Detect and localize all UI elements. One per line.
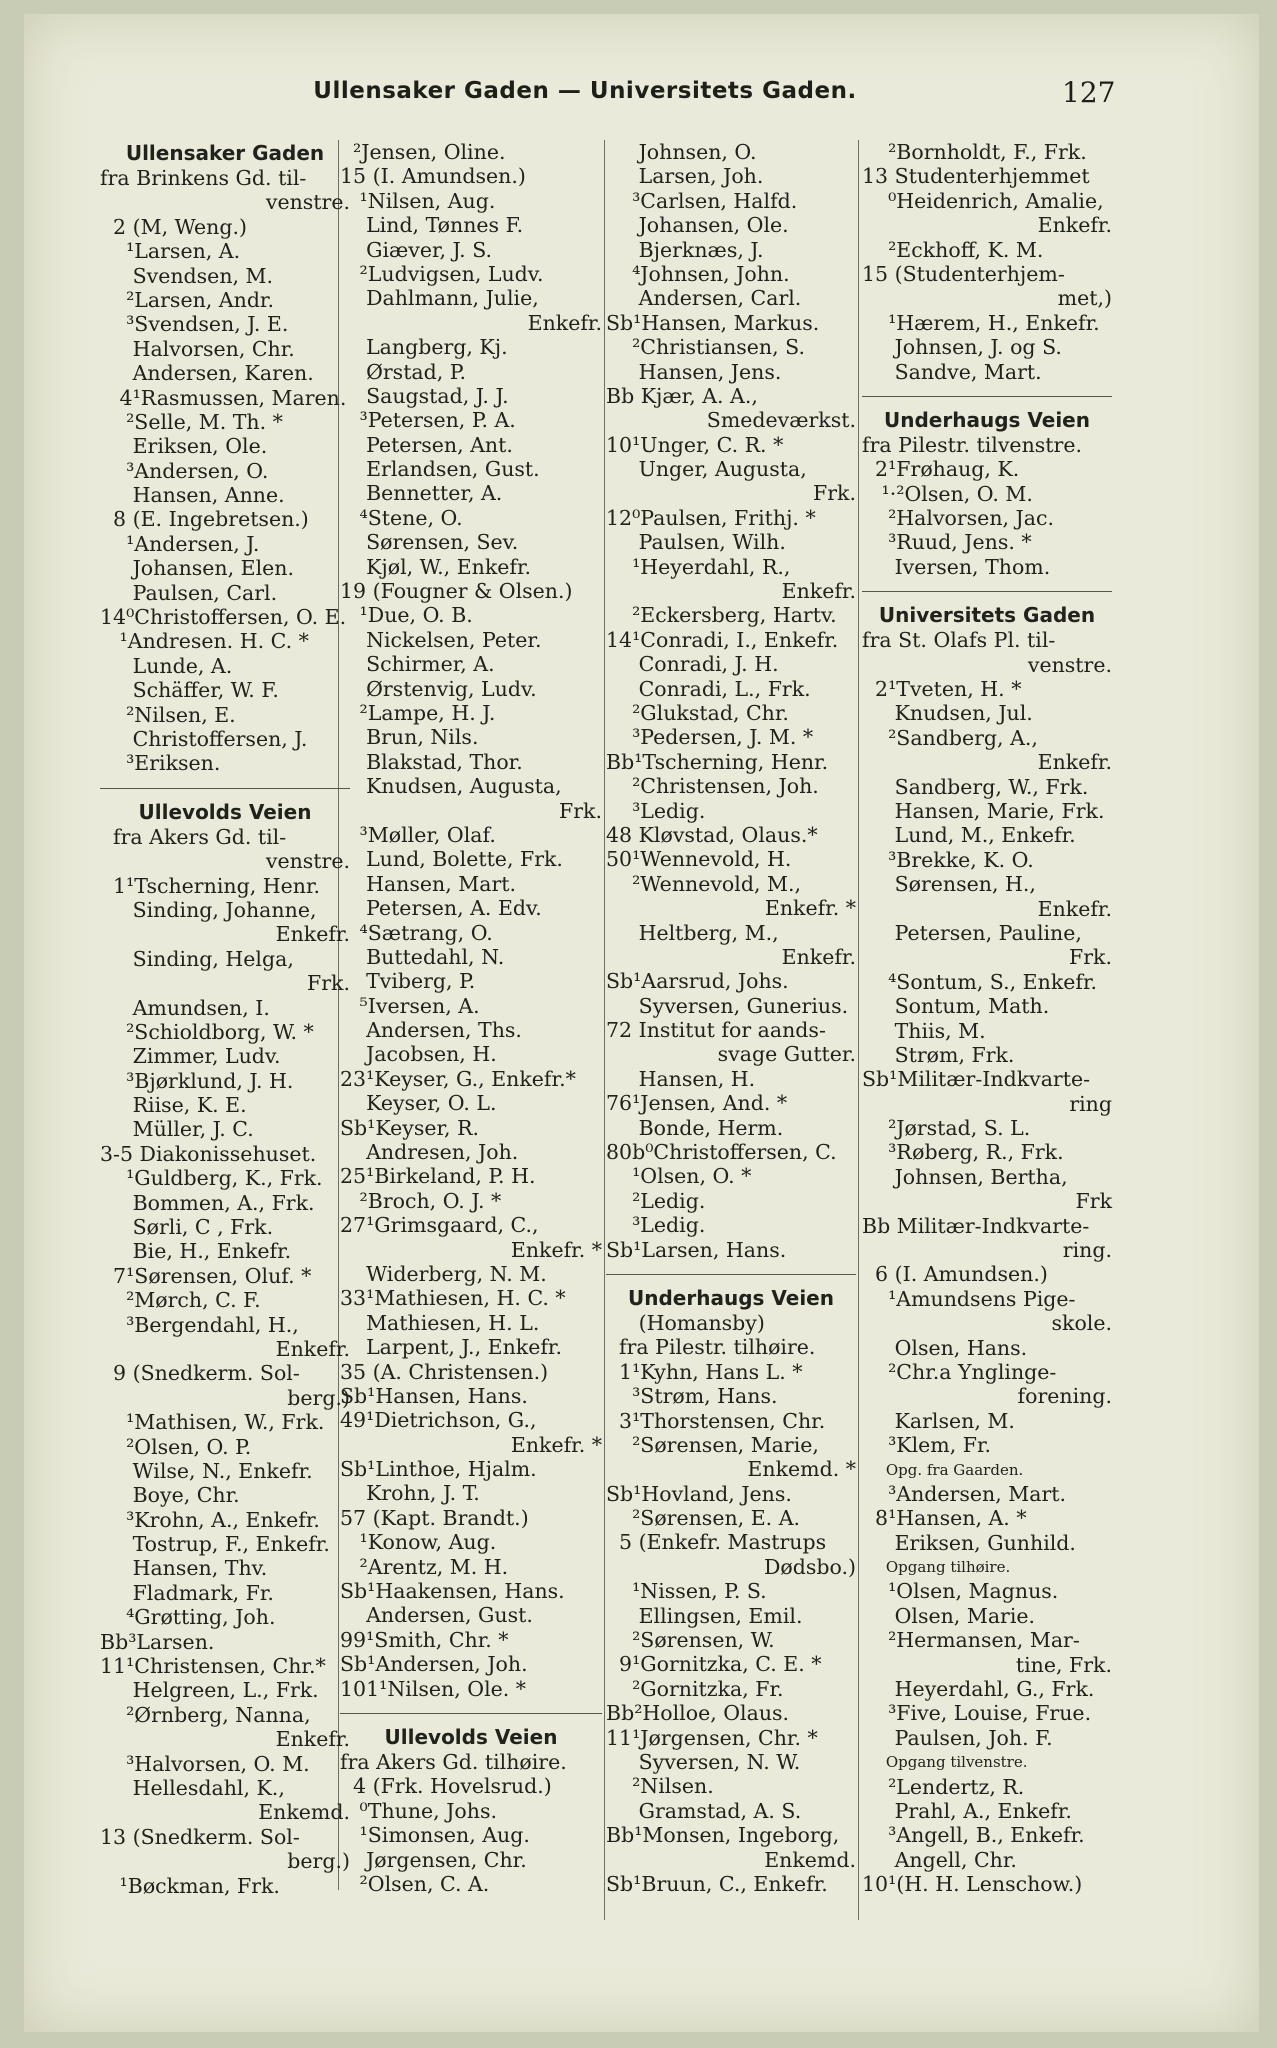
directory-entry: 11¹Christensen, Chr.* bbox=[100, 1654, 326, 1679]
directory-entry: Erlandsen, Gust. bbox=[340, 457, 540, 482]
section-divider bbox=[340, 1713, 602, 1714]
directory-entry: 25¹Birkeland, P. H. bbox=[340, 1164, 536, 1189]
directory-entry: Krohn, J. T. bbox=[340, 1481, 480, 1506]
street-heading: Universitets Gaden bbox=[878, 603, 1096, 628]
column-divider bbox=[604, 140, 605, 1920]
directory-entry: Larpent, J., Enkefr. bbox=[340, 1335, 562, 1360]
directory-entry: Karlsen, M. bbox=[862, 1408, 1015, 1433]
directory-entry: Johnsen, Bertha, bbox=[862, 1164, 1068, 1189]
directory-entry: ³Five, Louise, Frue. bbox=[862, 1701, 1092, 1726]
directory-entry: Enkefr. bbox=[1037, 896, 1112, 921]
directory-entry: Bb²Holloe, Olaus. bbox=[606, 1701, 790, 1726]
directory-entry: Bb¹Monsen, Ingeborg, bbox=[606, 1823, 840, 1848]
directory-entry: Enkefr. bbox=[1037, 750, 1112, 775]
directory-entry: ¹Olsen, Magnus. bbox=[862, 1579, 1059, 1604]
directory-entry: Sb¹Hovland, Jens. bbox=[606, 1481, 792, 1506]
directory-entry: Svendsen, M. bbox=[100, 263, 274, 288]
directory-entry: ³Eriksen. bbox=[100, 751, 221, 776]
directory-entry: 13 (Snedkerm. Sol- bbox=[100, 1824, 300, 1849]
directory-entry: Gramstad, A. S. bbox=[606, 1798, 802, 1823]
directory-entry: forening. bbox=[1017, 1384, 1112, 1409]
directory-entry: Opg. fra Gaarden. bbox=[862, 1460, 1024, 1479]
directory-entry: 3-5 Diakonissehuset. bbox=[100, 1141, 317, 1166]
directory-entry: Sontum, Math. bbox=[862, 994, 1050, 1019]
directory-entry: Bjerknæs, J. bbox=[606, 237, 764, 262]
directory-entry: 76¹Jensen, And. * bbox=[606, 1091, 788, 1116]
directory-entry: ³Strøm, Hans. bbox=[606, 1384, 778, 1409]
directory-entry: 5 (Enkefr. Mastrups bbox=[606, 1530, 827, 1555]
directory-entry: skole. bbox=[1051, 1311, 1112, 1336]
directory-entry: ³Petersen, P. A. bbox=[340, 408, 516, 433]
directory-entry: 8¹Hansen, A. * bbox=[862, 1506, 1027, 1531]
directory-entry: Saugstad, J. J. bbox=[340, 383, 509, 408]
directory-entry: Halvorsen, Chr. bbox=[100, 336, 295, 361]
directory-entry: ²Halvorsen, Jac. bbox=[862, 506, 1054, 531]
section-divider bbox=[862, 396, 1112, 397]
directory-entry: ⁴Grøtting, Joh. bbox=[100, 1605, 276, 1630]
directory-entry: ³Møller, Olaf. bbox=[340, 822, 496, 847]
directory-entry: Frk. bbox=[307, 971, 350, 996]
directory-entry: Andersen, Gust. bbox=[340, 1603, 533, 1628]
directory-entry: 15 (Studenterhjem- bbox=[862, 261, 1065, 286]
street-heading: Ullensaker Gaden bbox=[125, 141, 325, 165]
directory-entry: 1¹Tscherning, Henr. bbox=[100, 873, 321, 898]
directory-entry: ³Pedersen, J. M. * bbox=[606, 725, 814, 750]
directory-entry: Sb¹Hansen, Markus. bbox=[606, 310, 820, 335]
directory-entry: Heyerdahl, G., Frk. bbox=[862, 1677, 1095, 1702]
directory-entry: 19 (Fougner & Olsen.) bbox=[340, 579, 573, 604]
directory-entry: ¹Olsen, O. * bbox=[606, 1164, 752, 1189]
directory-entry: 6 (I. Amundsen.) bbox=[862, 1262, 1048, 1287]
directory-entry: 72 Institut for aands- bbox=[606, 1018, 826, 1043]
page-header bbox=[0, 0, 1277, 115]
directory-entry: ²Nilsen. bbox=[606, 1774, 714, 1799]
directory-entry: fra Brinkens Gd. til- bbox=[100, 166, 307, 190]
directory-entry: (Homansby) bbox=[606, 1310, 765, 1335]
directory-entry: Petersen, A. Edv. bbox=[340, 896, 542, 921]
directory-entry: ¹Heyerdahl, R., bbox=[606, 554, 791, 579]
directory-column-1 bbox=[100, 140, 350, 1898]
directory-entry: ³Brekke, K. O. bbox=[862, 847, 1034, 872]
directory-entry: ³Bjørklund, J. H. bbox=[100, 1068, 294, 1093]
directory-entry: tine, Frk. bbox=[1015, 1652, 1112, 1677]
directory-entry: Sandberg, W., Frk. bbox=[862, 774, 1089, 799]
directory-entry: ⁴Stene, O. bbox=[340, 505, 463, 530]
directory-entry: Enkemd. bbox=[764, 1847, 856, 1872]
directory-entry: ³Angell, B., Enkefr. bbox=[862, 1823, 1085, 1848]
directory-entry: ¹Andresen. H. C. * bbox=[100, 629, 309, 654]
directory-entry: ²Chr.a Ynglinge- bbox=[862, 1359, 1057, 1384]
directory-entry: Ørstenvig, Ludv. bbox=[340, 676, 537, 701]
directory-entry: ³Ledig. bbox=[606, 1213, 706, 1238]
directory-entry: ¹Larsen, A. bbox=[100, 239, 241, 264]
directory-entry: fra Pilestr. tilhøire. bbox=[606, 1335, 816, 1360]
directory-entry: ²Gornitzka, Fr. bbox=[606, 1676, 784, 1701]
directory-entry: ²Glukstad, Chr. bbox=[606, 700, 789, 725]
directory-entry: ⁰Heidenrich, Amalie, bbox=[862, 188, 1104, 213]
directory-entry: ¹Guldberg, K., Frk. bbox=[100, 1166, 323, 1191]
directory-entry: Enkefr. bbox=[527, 310, 602, 335]
directory-entry: ¹Simonsen, Aug. bbox=[340, 1823, 530, 1848]
directory-entry: Bennetter, A. bbox=[340, 481, 503, 506]
directory-column-3 bbox=[606, 140, 856, 1896]
directory-entry: ²Olsen, O. P. bbox=[100, 1434, 252, 1459]
directory-entry: ¹Hærem, H., Enkefr. bbox=[862, 310, 1100, 335]
directory-entry: svage Gutter. bbox=[717, 1042, 856, 1067]
page-title: Ullensaker Gaden — Universitets Gaden. bbox=[313, 78, 857, 104]
directory-entry: Sb¹Bruun, C., Enkefr. bbox=[606, 1871, 828, 1896]
directory-entry: fra Akers Gd. tilhøire. bbox=[340, 1750, 567, 1774]
directory-entry: Widerberg, N. M. bbox=[340, 1261, 547, 1286]
directory-entry: Enkefr. * bbox=[510, 1432, 602, 1457]
directory-entry: Enkefr. bbox=[275, 1727, 350, 1752]
directory-entry: Sinding, Helga, bbox=[100, 946, 294, 971]
directory-entry: ²Wennevold, M., bbox=[606, 871, 802, 896]
directory-entry: Sb¹Keyser, R. bbox=[340, 1115, 480, 1140]
directory-entry: Schäffer, W. F. bbox=[100, 678, 279, 703]
directory-entry: ¹Due, O. B. bbox=[340, 603, 473, 628]
directory-entry: ²Lampe, H. J. bbox=[340, 700, 496, 725]
directory-entry: Sørensen, H., bbox=[862, 872, 1036, 897]
directory-entry: Helgreen, L., Frk. bbox=[100, 1678, 319, 1703]
directory-entry: ²Christiansen, S. bbox=[606, 335, 805, 360]
directory-entry: Hansen, Jens. bbox=[606, 359, 782, 384]
directory-entry: Opgang tilvenstre. bbox=[862, 1753, 1028, 1772]
directory-entry: Hansen, Mart. bbox=[340, 871, 517, 896]
directory-entry: ²Olsen, C. A. bbox=[340, 1871, 490, 1896]
directory-entry: 8 (E. Ingebretsen.) bbox=[100, 507, 309, 532]
directory-entry: Lind, Tønnes F. bbox=[340, 213, 524, 238]
directory-entry: ²Jensen, Oline. bbox=[340, 140, 506, 164]
directory-entry: Syversen, Gunerius. bbox=[606, 993, 849, 1018]
directory-entry: Sandve, Mart. bbox=[862, 359, 1042, 384]
directory-entry: Sb¹Hansen, Hans. bbox=[340, 1383, 528, 1408]
street-heading: Underhaugs Veien bbox=[884, 407, 1090, 432]
directory-entry: ⁰Thune, Johs. bbox=[340, 1798, 498, 1823]
directory-entry: Conradi, J. H. bbox=[606, 652, 779, 677]
directory-entry: Enkefr. * bbox=[764, 896, 856, 921]
directory-entry: ³Andersen, Mart. bbox=[862, 1481, 1066, 1506]
directory-entry: ring bbox=[1069, 1091, 1112, 1116]
directory-entry: ⁵Iversen, A. bbox=[340, 993, 480, 1018]
directory-entry: Larsen, Joh. bbox=[606, 164, 764, 189]
page-number: 127 bbox=[1062, 76, 1116, 109]
directory-entry: Enkemd. * bbox=[747, 1457, 856, 1482]
directory-entry: Thiis, M. bbox=[862, 1018, 986, 1043]
directory-entry: Bie, H., Enkefr. bbox=[100, 1239, 292, 1264]
directory-entry: Enkefr. bbox=[1037, 213, 1112, 238]
directory-entry: ²Eckhoff, K. M. bbox=[862, 237, 1044, 262]
directory-entry: Kjøl, W., Enkefr. bbox=[340, 554, 532, 579]
directory-entry: berg.) bbox=[287, 1385, 350, 1410]
directory-entry: met,) bbox=[1057, 286, 1112, 311]
directory-entry: ²Sandberg, A., bbox=[862, 725, 1038, 750]
directory-entry: Sb¹Linthoe, Hjalm. bbox=[340, 1457, 537, 1482]
directory-entry: 10¹(H. H. Lenschow.) bbox=[862, 1872, 1083, 1897]
directory-entry: 7¹Sørensen, Oluf. * bbox=[100, 1263, 312, 1288]
directory-entry: Andersen, Carl. bbox=[606, 286, 802, 311]
directory-entry: ²Broch, O. J. * bbox=[340, 1188, 502, 1213]
directory-entry: Enkefr. bbox=[781, 944, 856, 969]
directory-entry: Christoffersen, J. bbox=[100, 726, 308, 751]
section-divider bbox=[100, 788, 350, 789]
directory-entry: Enkefr. bbox=[781, 579, 856, 604]
directory-entry: Enkefr. bbox=[275, 922, 350, 947]
directory-entry: ²Mørch, C. F. bbox=[100, 1288, 261, 1313]
directory-entry: venstre. bbox=[265, 849, 350, 874]
directory-entry: Enkefr. * bbox=[510, 1237, 602, 1262]
directory-entry: ¹Andersen, J. bbox=[100, 531, 260, 556]
directory-entry: Langberg, Kj. bbox=[340, 335, 508, 360]
directory-entry: Bb³Larsen. bbox=[100, 1629, 215, 1654]
directory-entry: Eriksen, Ole. bbox=[100, 434, 268, 459]
directory-entry: ²Ørnberg, Nanna, bbox=[100, 1702, 311, 1727]
directory-entry: Enkefr. bbox=[275, 1336, 350, 1361]
directory-entry: 2¹Frøhaug, K. bbox=[862, 457, 1020, 482]
directory-entry: Johnsen, O. bbox=[606, 140, 757, 164]
directory-entry: Opgang tilhøire. bbox=[862, 1558, 1011, 1577]
directory-entry: ²Nilsen, E. bbox=[100, 702, 236, 727]
directory-entry: Brun, Nils. bbox=[340, 725, 479, 750]
directory-entry: 4 (Frk. Hovelsrud.) bbox=[340, 1774, 552, 1799]
directory-entry: ²Sørensen, E. A. bbox=[606, 1506, 801, 1531]
directory-entry: Fladmark, Fr. bbox=[100, 1580, 274, 1605]
directory-entry: Petersen, Pauline, bbox=[862, 920, 1082, 945]
directory-entry: Sb¹Aarsrud, Johs. bbox=[606, 969, 789, 994]
directory-entry: ²Selle, M. Th. * bbox=[100, 409, 283, 434]
directory-entry: Ørstad, P. bbox=[340, 359, 466, 384]
directory-entry: 50¹Wennevold, H. bbox=[606, 847, 792, 872]
directory-entry: Hansen, Marie, Frk. bbox=[862, 798, 1105, 823]
directory-entry: fra Akers Gd. til- bbox=[100, 824, 287, 849]
directory-entry: Lunde, A. bbox=[100, 653, 233, 678]
directory-entry: 12⁰Paulsen, Frithj. * bbox=[606, 505, 816, 530]
column-divider bbox=[858, 140, 859, 1920]
directory-entry: berg.) bbox=[287, 1849, 350, 1874]
directory-entry: Andersen, Ths. bbox=[340, 1018, 522, 1043]
directory-entry: Tostrup, F., Enkefr. bbox=[100, 1532, 330, 1557]
directory-entry: Amundsen, I. bbox=[100, 995, 270, 1020]
directory-entry: 57 (Kapt. Brandt.) bbox=[340, 1505, 529, 1530]
directory-entry: ³Klem, Fr. bbox=[862, 1433, 992, 1458]
directory-entry: 10¹Unger, C. R. * bbox=[606, 432, 784, 457]
street-heading: Ullevolds Veien bbox=[138, 799, 312, 824]
directory-entry: ³Halvorsen, O. M. bbox=[100, 1751, 310, 1776]
directory-entry: ²Ludvigsen, Ludv. bbox=[340, 261, 544, 286]
directory-entry: 4¹Rasmussen, Maren. bbox=[100, 385, 347, 410]
directory-entry: Johnsen, J. og S. bbox=[862, 335, 1062, 360]
directory-entry: Prahl, A., Enkefr. bbox=[862, 1799, 1072, 1823]
directory-entry: ¹Bøckman, Frk. bbox=[100, 1873, 280, 1898]
directory-column-2 bbox=[340, 140, 602, 1896]
directory-entry: ⁴Johnsen, John. bbox=[606, 261, 790, 286]
directory-entry: Angell, Chr. bbox=[862, 1847, 1017, 1872]
directory-entry: 33¹Mathiesen, H. C. * bbox=[340, 1286, 566, 1311]
directory-entry: 101¹Nilsen, Ole. * bbox=[340, 1676, 527, 1701]
directory-entry: Dødsbo.) bbox=[763, 1554, 856, 1579]
directory-entry: Bonde, Herm. bbox=[606, 1115, 784, 1140]
directory-entry: Paulsen, Joh. F. bbox=[862, 1725, 1053, 1750]
directory-entry: 23¹Keyser, G., Enkefr.* bbox=[340, 1066, 576, 1091]
directory-entry: ¹Nilsen, Aug. bbox=[340, 188, 496, 213]
directory-entry: venstre. bbox=[1027, 652, 1112, 677]
directory-entry: 80b⁰Christoffersen, C. bbox=[606, 1140, 837, 1165]
directory-entry: 3¹Thorstensen, Chr. bbox=[606, 1408, 826, 1433]
directory-entry: Wilse, N., Enkefr. bbox=[100, 1458, 313, 1483]
directory-entry: Bb Kjær, A. A., bbox=[606, 383, 758, 408]
directory-entry: fra St. Olafs Pl. til- bbox=[862, 628, 1056, 653]
directory-entry: ³Svendsen, J. E. bbox=[100, 312, 289, 337]
directory-entry: ⁴Sætrang, O. bbox=[340, 920, 493, 945]
section-divider bbox=[862, 591, 1112, 592]
directory-entry: ¹·²Olsen, O. M. bbox=[862, 481, 1033, 506]
directory-entry: Heltberg, M., bbox=[606, 920, 779, 945]
directory-entry: Petersen, Ant. bbox=[340, 432, 513, 457]
directory-entry: Hellesdahl, K., bbox=[100, 1776, 285, 1800]
directory-entry: 2 (M, Weng.) bbox=[100, 214, 247, 239]
directory-entry: ²Eckersberg, Hartv. bbox=[606, 603, 837, 628]
directory-entry: ³Ledig. bbox=[606, 798, 706, 823]
directory-entry: 9 (Snedkerm. Sol- bbox=[100, 1361, 300, 1386]
directory-entry: ¹Konow, Aug. bbox=[340, 1530, 497, 1555]
directory-entry: Keyser, O. L. bbox=[340, 1091, 497, 1116]
directory-entry: Hansen, Anne. bbox=[100, 483, 285, 508]
directory-entry: venstre. bbox=[265, 190, 350, 215]
directory-entry: Ellingsen, Emil. bbox=[606, 1603, 803, 1628]
directory-entry: Olsen, Hans. bbox=[862, 1335, 1028, 1360]
directory-entry: Sb¹Militær-Indkvarte- bbox=[862, 1067, 1091, 1092]
directory-entry: ²Schioldborg, W. * bbox=[100, 1019, 314, 1044]
directory-entry: ¹Mathisen, W., Frk. bbox=[100, 1410, 325, 1435]
directory-entry: ²Sørensen, Marie, bbox=[606, 1432, 819, 1457]
directory-entry: Iversen, Thom. bbox=[862, 554, 1051, 579]
directory-entry: Johansen, Elen. bbox=[100, 556, 295, 581]
directory-entry: ¹Amundsens Pige- bbox=[862, 1286, 1076, 1311]
directory-entry: Frk. bbox=[1069, 945, 1112, 970]
directory-entry: 11¹Jørgensen, Chr. * bbox=[606, 1725, 818, 1750]
directory-entry: ²Bornholdt, F., Frk. bbox=[862, 140, 1087, 164]
directory-entry: ³Carlsen, Halfd. bbox=[606, 188, 798, 213]
directory-entry: Bommen, A., Frk. bbox=[100, 1190, 315, 1215]
directory-entry: Tviberg, P. bbox=[340, 969, 476, 994]
directory-entry: ²Christensen, Joh. bbox=[606, 774, 819, 799]
directory-entry: 9¹Gornitzka, C. E. * bbox=[606, 1652, 822, 1677]
directory-entry: Strøm, Frk. bbox=[862, 1042, 1015, 1067]
directory-entry: Unger, Augusta, bbox=[606, 457, 807, 482]
directory-entry: Smedeværkst. bbox=[706, 408, 856, 433]
directory-entry: Sb¹Haakensen, Hans. bbox=[340, 1579, 565, 1604]
directory-entry: Riise, K. E. bbox=[100, 1093, 247, 1118]
directory-entry: Bb Militær-Indkvarte- bbox=[862, 1213, 1090, 1238]
directory-entry: ³Røberg, R., Frk. bbox=[862, 1140, 1064, 1165]
directory-entry: 49¹Dietrichson, G., bbox=[340, 1408, 537, 1433]
directory-entry: Andresen, Joh. bbox=[340, 1140, 519, 1165]
directory-entry: Paulsen, Carl. bbox=[100, 580, 278, 605]
section-divider bbox=[606, 1274, 856, 1275]
directory-entry: Paulsen, Wilh. bbox=[606, 530, 786, 555]
directory-entry: Bb¹Tscherning, Henr. bbox=[606, 749, 829, 774]
directory-entry: 48 Kløvstad, Olaus.* bbox=[606, 822, 818, 847]
directory-entry: Eriksen, Gunhild. bbox=[862, 1530, 1076, 1555]
directory-entry: Sørli, C , Frk. bbox=[100, 1215, 274, 1240]
street-heading: Ullevolds Veien bbox=[384, 1725, 558, 1749]
directory-entry: 27¹Grimsgaard, C., bbox=[340, 1213, 539, 1238]
directory-entry: Sb¹Larsen, Hans. bbox=[606, 1237, 787, 1262]
directory-entry: ⁴Sontum, S., Enkefr. bbox=[862, 969, 1098, 994]
directory-entry: 13 Studenterhjemmet bbox=[862, 164, 1090, 189]
directory-entry: 2¹Tveten, H. * bbox=[862, 677, 1022, 702]
directory-entry: Giæver, J. S. bbox=[340, 237, 493, 262]
directory-entry: ²Jørstad, S. L. bbox=[862, 1116, 1031, 1141]
directory-column-4 bbox=[862, 140, 1112, 1897]
directory-entry: ³Krohn, A., Enkefr. bbox=[100, 1507, 320, 1532]
directory-entry: Conradi, L., Frk. bbox=[606, 676, 811, 701]
directory-entry: Boye, Chr. bbox=[100, 1483, 240, 1508]
directory-entry: Sb¹Andersen, Joh. bbox=[340, 1652, 528, 1677]
directory-entry: Syversen, N. W. bbox=[606, 1750, 801, 1774]
directory-entry: fra Pilestr. tilvenstre. bbox=[862, 432, 1082, 457]
directory-entry: 99¹Smith, Chr. * bbox=[340, 1627, 509, 1652]
directory-entry: Hansen, H. bbox=[606, 1066, 756, 1091]
directory-entry: ²Hermansen, Mar- bbox=[862, 1628, 1080, 1653]
directory-entry: Blakstad, Thor. bbox=[340, 749, 523, 774]
directory-entry: Nickelsen, Peter. bbox=[340, 627, 542, 652]
directory-entry: ²Lendertz, R. bbox=[862, 1774, 1025, 1799]
directory-entry: Hansen, Thv. bbox=[100, 1556, 268, 1581]
directory-entry: Jacobsen, H. bbox=[340, 1042, 497, 1067]
directory-entry: 1¹Kyhn, Hans L. * bbox=[606, 1359, 803, 1384]
directory-entry: Dahlmann, Julie, bbox=[340, 286, 539, 311]
directory-entry: ¹Nissen, P. S. bbox=[606, 1579, 767, 1604]
directory-entry: 14¹Conradi, I., Enkefr. bbox=[606, 627, 839, 652]
directory-entry: ²Arentz, M. H. bbox=[340, 1554, 509, 1579]
directory-entry: Frk. bbox=[559, 798, 602, 823]
directory-entry: Enkemd. bbox=[258, 1800, 350, 1825]
directory-entry: ²Ledig. bbox=[606, 1188, 706, 1213]
directory-entry: Knudsen, Jul. bbox=[862, 701, 1033, 726]
directory-entry: ³Ruud, Jens. * bbox=[862, 530, 1032, 555]
directory-entry: Frk bbox=[1075, 1189, 1112, 1214]
directory-entry: Schirmer, A. bbox=[340, 652, 495, 677]
directory-entry: 15 (I. Amundsen.) bbox=[340, 164, 526, 189]
directory-entry: Knudsen, Augusta, bbox=[340, 774, 562, 799]
directory-entry: ²Larsen, Andr. bbox=[100, 287, 274, 312]
directory-entry: Sørensen, Sev. bbox=[340, 530, 519, 555]
directory-entry: Mathiesen, H. L. bbox=[340, 1310, 540, 1335]
street-heading: Underhaugs Veien bbox=[628, 1285, 834, 1310]
directory-entry: ³Bergendahl, H., bbox=[100, 1312, 299, 1337]
directory-entry: Sinding, Johanne, bbox=[100, 897, 317, 922]
directory-entry: Johansen, Ole. bbox=[606, 213, 789, 238]
directory-entry: ²Sørensen, W. bbox=[606, 1628, 775, 1653]
directory-entry: Zimmer, Ludv. bbox=[100, 1044, 281, 1069]
directory-entry: Lund, M., Enkefr. bbox=[862, 823, 1076, 848]
directory-entry: ³Andersen, O. bbox=[100, 458, 269, 483]
directory-entry: 14⁰Christoffersen, O. E. bbox=[100, 605, 347, 630]
directory-entry: Müller, J. C. bbox=[100, 1117, 254, 1142]
directory-entry: Lund, Bolette, Frk. bbox=[340, 847, 563, 872]
directory-entry: Olsen, Marie. bbox=[862, 1603, 1036, 1628]
directory-entry: Buttedahl, N. bbox=[340, 944, 505, 969]
directory-entry: Andersen, Karen. bbox=[100, 361, 314, 386]
directory-entry: ring. bbox=[1062, 1238, 1112, 1263]
directory-entry: Jørgensen, Chr. bbox=[340, 1847, 527, 1872]
directory-entry: Frk. bbox=[813, 481, 856, 506]
directory-entry: 35 (A. Christensen.) bbox=[340, 1359, 549, 1384]
